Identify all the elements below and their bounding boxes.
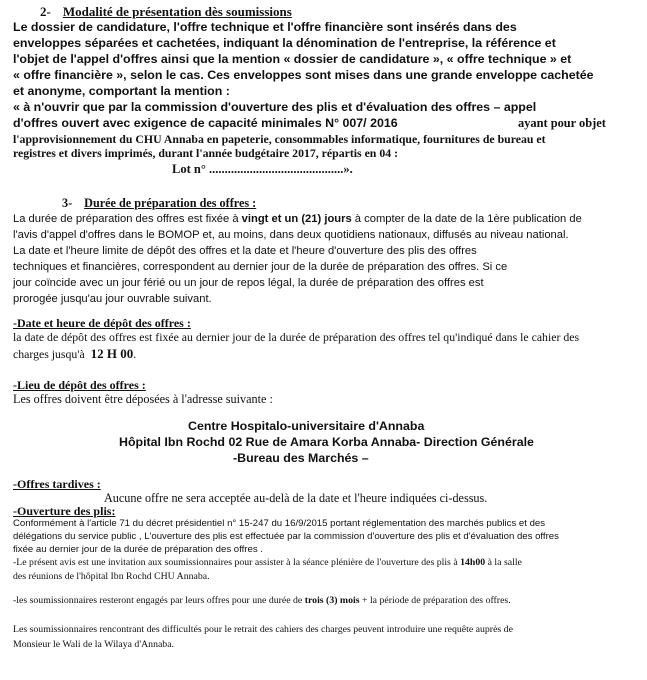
- section-2-line: l'objet de l'appel d'offres ainsi que la mention « dossier de candidature », « offre technique » et: [13, 52, 572, 66]
- section-2-line: « à n'ouvrir que par la commission d'ouverture des plis et d'évaluation des offres – appel: [13, 100, 537, 114]
- section-3-number: 3-: [62, 196, 73, 210]
- lot-line: Lot n° ...........................................».: [172, 162, 353, 176]
- section-2-line: Le dossier de candidature, l'offre technique et l'offre financière sont insérés dans des: [13, 20, 517, 34]
- ouverture-heading: -Ouverture des plis:: [13, 504, 116, 518]
- offres-tardives-text: Aucune offre ne sera acceptée au-delà de la date et l'heure indiquées ci-dessus.: [104, 491, 488, 505]
- date-depot-line: la date de dépôt des offres est fixée au dernier jour de la durée de préparation des offres tel qu'indiqué dans le cahier des: [13, 330, 580, 344]
- date-depot-suffix: .: [133, 347, 137, 361]
- address-line: -Bureau des Marchés –: [233, 451, 369, 465]
- section-3-line: techniques et financières, correspondent au dernier jour de la durée de préparation des offres. Si ce: [13, 261, 508, 273]
- section-2-line: registres et divers imprimés, durant l'année budgétaire 2017, répartis en 04 :: [13, 146, 398, 160]
- invitation-line-2: des réunions de l'hôpital Ibn Rochd CHU Annaba.: [13, 571, 210, 582]
- invitation-prefix: -Le présent avis est une invitation aux soumissionnaires pour assister à la séance plénière de l'ouverture des plis à: [13, 557, 458, 568]
- section-2-heading: Modalité de présentation dès soumissions: [62, 4, 292, 19]
- address-line: Hôpital Ibn Rochd 02 Rue de Amara Korba Annaba- Direction Générale: [119, 435, 534, 449]
- difficultes-line: Les soumissionnaires rencontrant des difficultés pour le retrait des cahiers des charges peuvent introduire une requête auprès de: [13, 624, 513, 635]
- lieu-depot-text: Les offres doivent être déposées à l'adresse suivante :: [13, 392, 273, 406]
- section-3-first-part: La durée de préparation des offres est fixée à: [13, 213, 242, 225]
- difficultes-line: Monsieur le Wali de la Wilaya d'Annaba.: [13, 639, 175, 650]
- ouverture-line: délégations du service public , L'ouverture des plis est effectuée par la commission d'ouverture des plis et d'évaluation des offres: [13, 531, 559, 542]
- section-2-title: [40, 4, 292, 20]
- date-depot-prefix: charges jusqu'à: [13, 347, 85, 361]
- section-3-line: jour coïncide avec un jour férié ou un jour de repos légal, la durée de préparation des offres est: [13, 277, 484, 289]
- duration-bold: vingt et un (21) jours: [241, 213, 352, 225]
- section-3-first-rest: à compter de la date de la 1ère publication de: [351, 213, 582, 225]
- section-3-title: [62, 196, 256, 211]
- invitation-line: [13, 557, 522, 568]
- section-3-line-first: [13, 213, 582, 225]
- section-2-line: l'approvisionnement du CHU Annaba en papeterie, consommables informatique, fournitures de bureau et: [13, 132, 546, 146]
- section-2-line-tail: ayant pour objet: [518, 116, 606, 130]
- section-2-line: « offre financière », selon le cas. Ces enveloppes sont mises dans une grande enveloppe cachetée: [13, 68, 594, 82]
- engagement-prefix: -les soumissionnaires resteront engagés par leurs offres pour une durée de: [13, 595, 303, 606]
- engagement-duration: trois (3) mois: [304, 595, 360, 606]
- invitation-suffix: à la salle: [487, 557, 522, 568]
- address-line: Centre Hospitalo-universitaire d'Annaba: [188, 419, 425, 433]
- date-depot-line2: [13, 346, 136, 362]
- offres-tardives-heading: -Offres tardives :: [13, 477, 101, 491]
- date-depot-heading: -Date et heure de dépôt des offres :: [13, 316, 191, 330]
- section-2-number: 2-: [40, 4, 51, 19]
- section-2-line: enveloppes séparées et cachetées, indiquant la dénomination de l'entreprise, la référence et: [13, 36, 556, 50]
- ouverture-line: fixée au dernier jour de la durée de préparation des offres .: [13, 544, 263, 555]
- ouverture-line: Conformément à l'article 71 du décret présidentiel n° 15-247 du 16/9/2015 portant réglementation des marchés publics et des: [13, 518, 546, 529]
- section-3-line: La date et l'heure limite de dépôt des offres et la date et l'heure d'ouverture des plis des offres: [13, 245, 477, 257]
- section-2-line: et anonyme, comportant la mention :: [13, 84, 230, 98]
- section-3-line: l'avis d'appel d'offres dans le BOMOP et, au moins, dans deux quotidiens nationaux, diffusés au niveau national.: [13, 229, 569, 241]
- section-3-line: prorogée jusqu'au jour ouvrable suivant.: [13, 293, 212, 305]
- invitation-time: 14h00: [460, 557, 486, 568]
- section-3-heading: Durée de préparation des offres :: [84, 196, 257, 210]
- engagement-suffix: + la période de préparation des offres.: [361, 595, 511, 606]
- deadline-time: 12 H 00: [90, 346, 134, 361]
- lieu-depot-heading: -Lieu de dépôt des offres :: [13, 378, 146, 392]
- section-2-line: d'offres ouvert avec exigence de capacité minimales N° 007/ 2016: [13, 116, 398, 130]
- engagement-line: [13, 595, 511, 606]
